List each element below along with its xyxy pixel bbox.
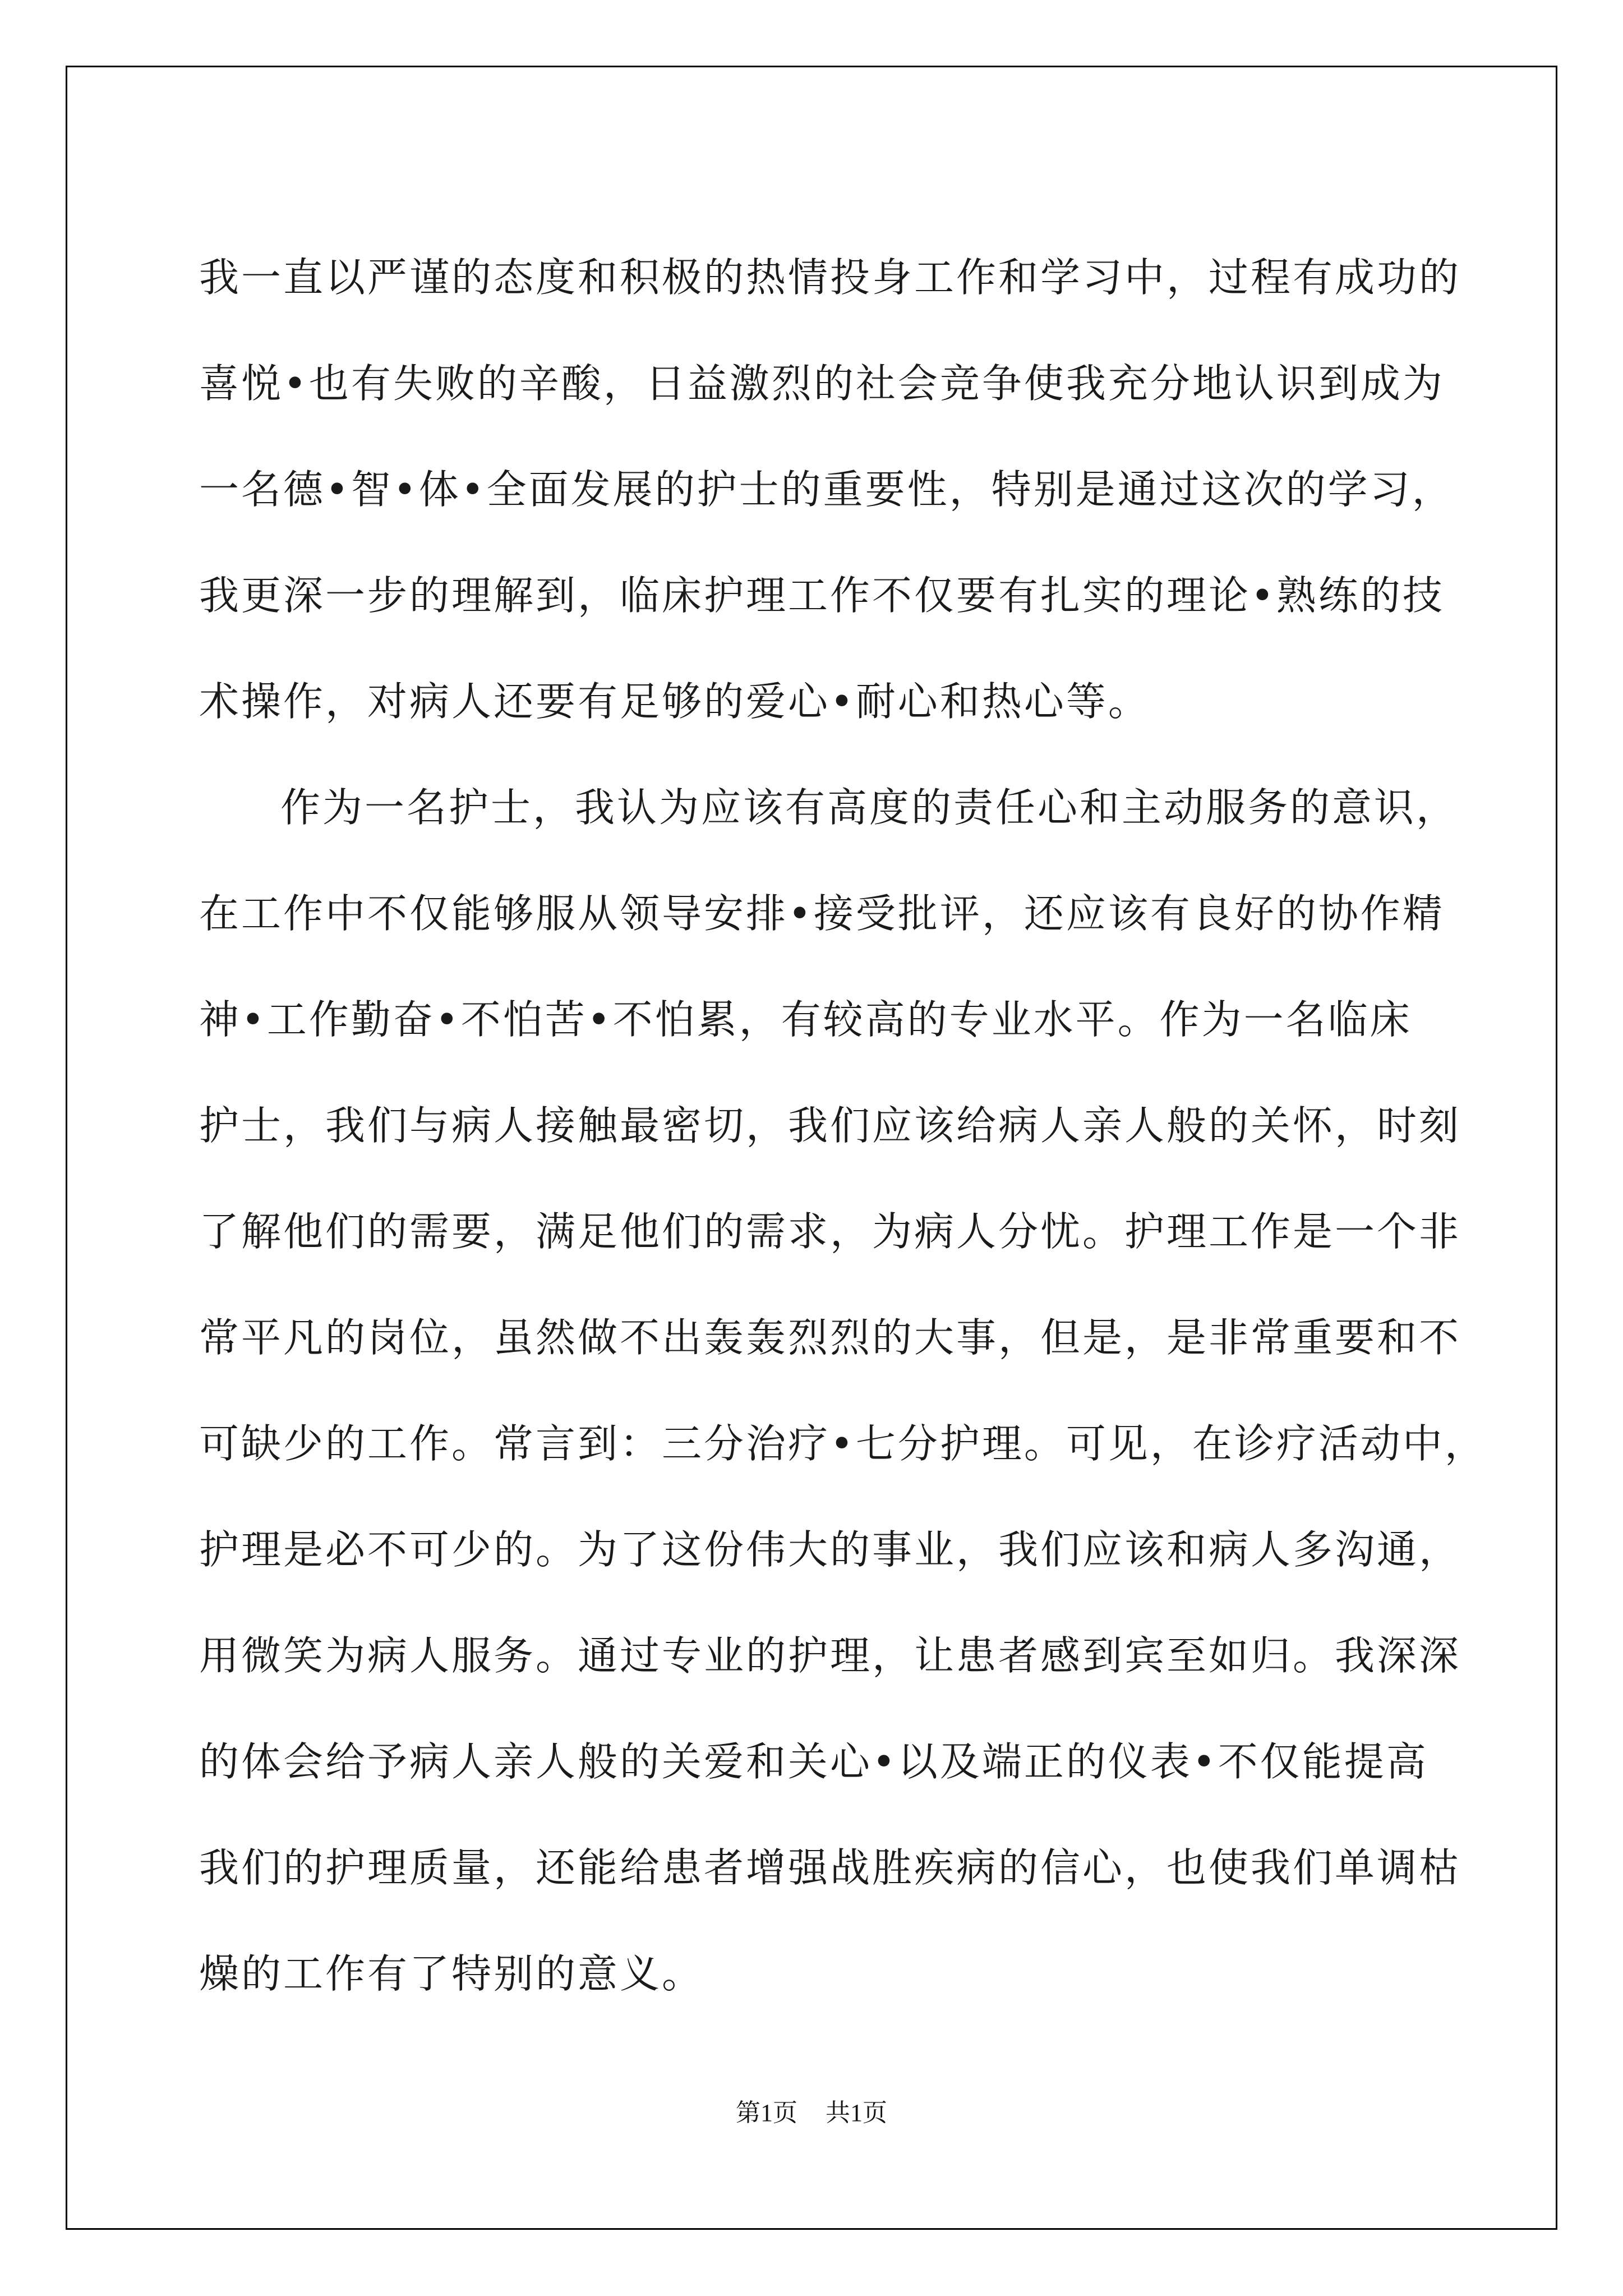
text-line: 常平凡的岗位，虽然做不出轰轰烈烈的大事，但是，是非常重要和不 — [199, 1314, 1461, 1361]
text-line: 护士，我们与病人接触最密切，我们应该给病人亲人般的关怀，时刻 — [199, 1102, 1461, 1149]
text-line: 神•工作勤奋•不怕苦•不怕累，有较高的专业水平。作为一名临床 — [199, 996, 1412, 1043]
text-line: 一名德•智•体•全面发展的护士的重要性，特别是通过这次的学习， — [199, 466, 1454, 513]
text-line: 我们的护理质量，还能给患者增强战胜疾病的信心，也使我们单调枯 — [199, 1844, 1461, 1891]
page-number: 第1页 — [736, 2099, 797, 2127]
text-line: 术操作，对病人还要有足够的爱心•耐心和热心等。 — [199, 678, 1150, 725]
text-line: 燥的工作有了特别的意义。 — [199, 1950, 704, 1997]
text-line: 用微笑为病人服务。通过专业的护理，让患者感到宾至如归。我深深 — [199, 1632, 1461, 1679]
text-line: 的体会给予病人亲人般的关爱和关心•以及端正的仪表•不仅能提高 — [199, 1738, 1428, 1785]
text-line: 喜悦•也有失败的辛酸，日益激烈的社会竞争使我充分地认识到成为 — [199, 360, 1445, 407]
paragraph-start-line: 作为一名护士，我认为应该有高度的责任心和主动服务的意识， — [280, 784, 1459, 831]
text-line: 我更深一步的理解到，临床护理工作不仅要有扎实的理论•熟练的技 — [199, 572, 1445, 619]
text-line: 在工作中不仅能够服从领导安排•接受批评，还应该有良好的协作精 — [199, 890, 1445, 937]
document-body — [199, 224, 1487, 2027]
page-footer — [0, 2092, 1623, 2128]
text-line: 了解他们的需要，满足他们的需求，为病人分忧。护理工作是一个非 — [199, 1208, 1461, 1255]
text-line: 我一直以严谨的态度和积极的热情投身工作和学习中，过程有成功的 — [199, 254, 1461, 301]
text-line: 可缺少的工作。常言到：三分治疗•七分护理。可见，在诊疗活动中， — [199, 1420, 1487, 1467]
page-count: 共1页 — [826, 2099, 887, 2127]
text-line: 护理是必不可少的。为了这份伟大的事业，我们应该和病人多沟通， — [199, 1526, 1461, 1573]
